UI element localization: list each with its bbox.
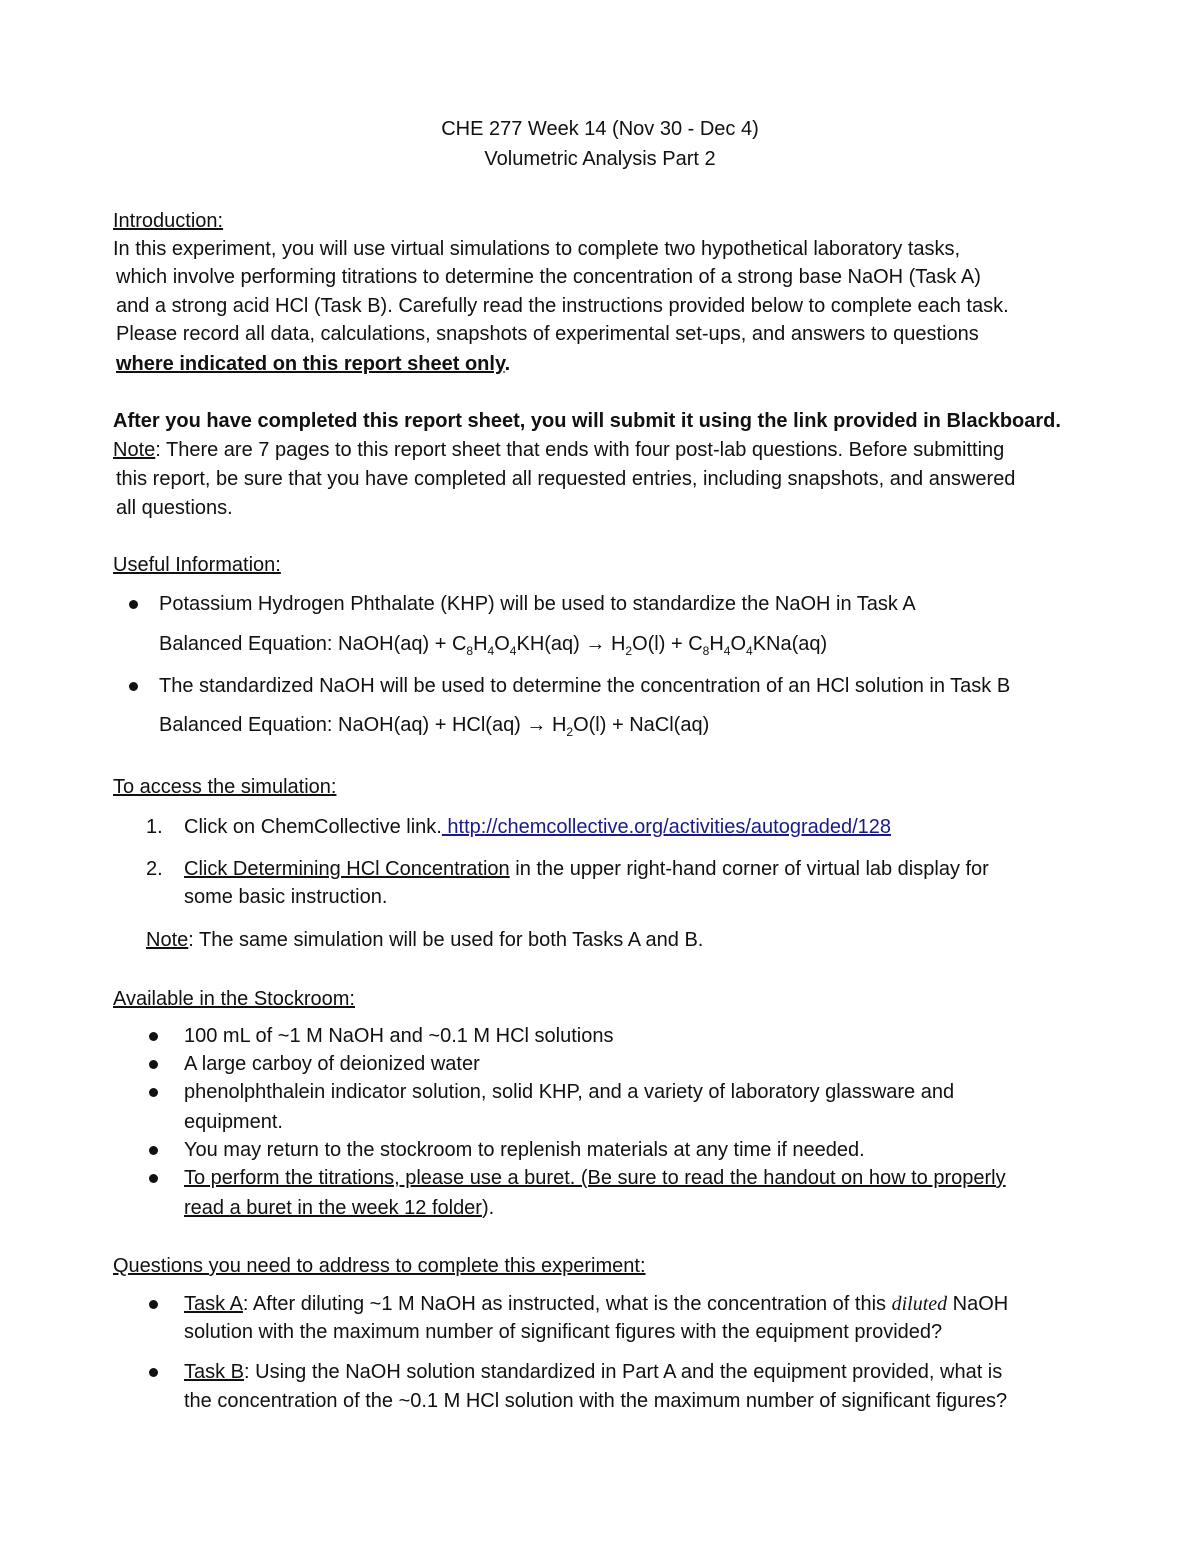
useful-item: Potassium Hydrogen Phthalate (KHP) will be used to standardize the NaOH in Task A — [159, 593, 916, 615]
question-task-b-continued: the concentration of the ~0.1 M HCl solution with the maximum number of significant figures? — [184, 1390, 1008, 1412]
page-title: CHE 277 Week 14 (Nov 30 - Dec 4) — [441, 118, 759, 140]
intro-line: and a strong acid HCl (Task B). Carefully read the instructions provided below to complete each task. — [116, 295, 1009, 317]
intro-line: In this experiment, you will use virtual simulations to complete two hypothetical laboratory tasks, — [113, 238, 961, 260]
question-task-a-continued: solution with the maximum number of significant figures with the equipment provided? — [184, 1321, 943, 1343]
intro-period: . — [504, 353, 511, 375]
bullet-icon — [149, 1174, 158, 1183]
step-2-continued: some basic instruction. — [184, 886, 388, 908]
step-number: 1. — [146, 816, 163, 838]
intro-emphasis-line — [116, 350, 510, 378]
stockroom-item: 100 mL of ~1 M NaOH and ~0.1 M HCl solutions — [184, 1025, 614, 1047]
submit-note — [113, 436, 1004, 464]
intro-line: Please record all data, calculations, snapshots of experimental set-ups, and answers to questions — [116, 323, 979, 345]
bullet-icon — [149, 1368, 158, 1377]
bullet-icon — [149, 1032, 158, 1041]
bullet-icon — [149, 1146, 158, 1155]
access-heading: To access the simulation: — [113, 776, 337, 798]
stockroom-item: You may return to the stockroom to replenish materials at any time if needed. — [184, 1139, 865, 1161]
step-number: 2. — [146, 858, 163, 880]
question-task-b: Task B: Using the NaOH solution standardized in Part A and the equipment provided, what is — [184, 1361, 1003, 1383]
bullet-icon — [149, 1088, 158, 1097]
stockroom-heading: Available in the Stockroom: — [113, 988, 355, 1010]
chemcollective-link[interactable]: http://chemcollective.org/activities/autograded/128 — [441, 816, 892, 838]
bullet-icon — [149, 1060, 158, 1069]
stockroom-item: A large carboy of deionized water — [184, 1053, 480, 1075]
submit-line: this report, be sure that you have completed all requested entries, including snapshots, and answered — [116, 468, 1016, 490]
useful-heading: Useful Information: — [113, 554, 281, 576]
stockroom-item-buret: To perform the titrations, please use a buret. (Be sure to read the handout on how to properly — [184, 1167, 1006, 1189]
useful-item: The standardized NaOH will be used to determine the concentration of an HCl solution in Task B — [159, 675, 1011, 697]
intro-heading: Introduction: — [113, 210, 224, 232]
equation-1: Balanced Equation: NaOH(aq) + $C_8H_4O_4KH(aq) \to H_2O(l) + C_8H_4O_4KNa(aq)$ — [159, 633, 828, 658]
bullet-icon — [129, 600, 138, 609]
step-1: Click on ChemCollective link. http://chemcollective.org/activities/autograded/128 — [184, 816, 892, 838]
bullet-icon — [129, 682, 138, 691]
intro-line: which involve performing titrations to determine the concentration of a strong base NaOH (Task A) — [116, 266, 981, 288]
equation-2: Balanced Equation: NaOH(aq) + $HCl(aq) \to H_2O(l)$ + NaCl(aq) — [159, 714, 710, 739]
note-text: : There are 7 pages to this report sheet that ends with four post-lab questions. Before submitting — [155, 439, 1005, 461]
note-label: Note — [113, 439, 156, 461]
stockroom-item: phenolphthalein indicator solution, solid KHP, and a variety of laboratory glassware and — [184, 1081, 955, 1103]
bullet-icon — [149, 1300, 158, 1309]
submit-instruction: After you have completed this report sheet, you will submit it using the link provided in Blackboard. — [113, 410, 1061, 432]
determining-hcl-link[interactable]: Click Determining HCl Concentration — [184, 858, 510, 880]
page-subtitle: Volumetric Analysis Part 2 — [484, 148, 716, 170]
submit-line: all questions. — [116, 497, 233, 519]
access-note: Note: The same simulation will be used for both Tasks A and B. — [146, 929, 704, 951]
intro-emphasis: where indicated on this report sheet only — [116, 353, 505, 375]
questions-heading: Questions you need to address to complete this experiment: — [113, 1255, 646, 1277]
stockroom-item-buret-continued: read a buret in the week 12 folder). — [184, 1197, 495, 1219]
stockroom-item-continued: equipment. — [184, 1111, 283, 1133]
question-task-a: Task A: After diluting ~1 M NaOH as instructed, what is the concentration of this diluted NaOH — [184, 1293, 1009, 1315]
step-2: Click Determining HCl Concentration in the upper right-hand corner of virtual lab display for — [184, 858, 989, 880]
